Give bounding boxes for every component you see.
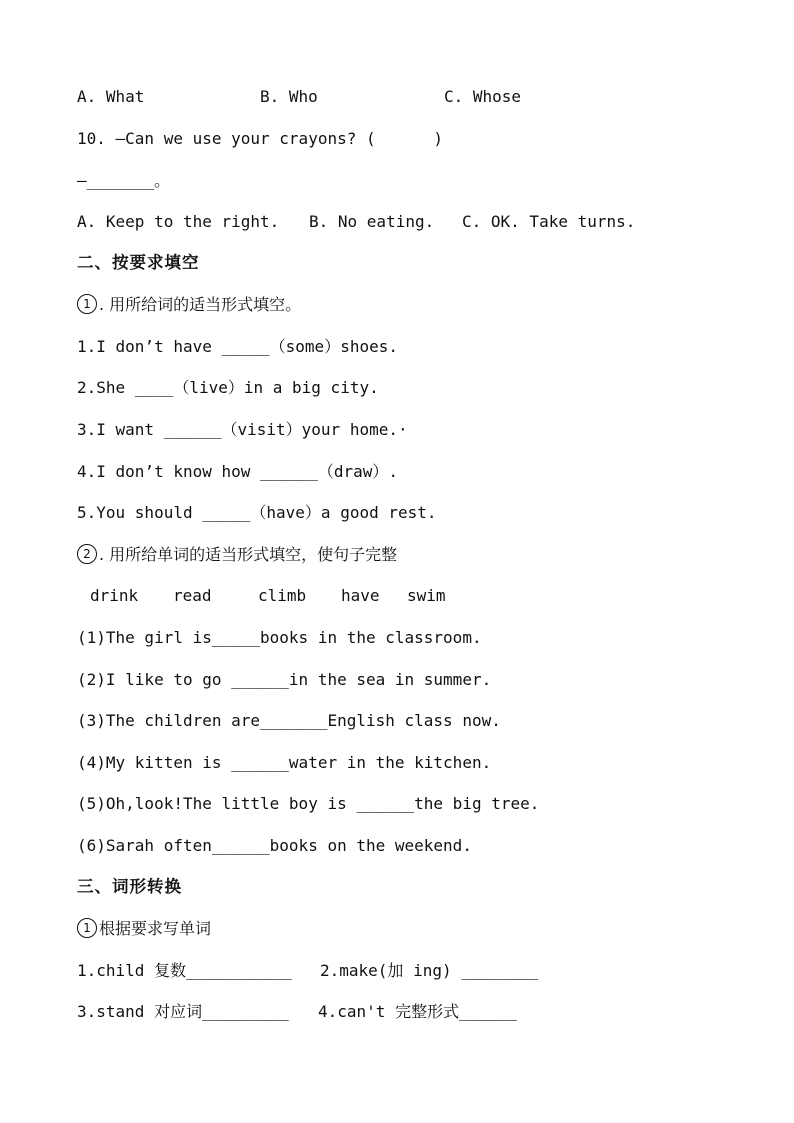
part1-item-1: 1.I don’t have _____（some）shoes. <box>77 337 398 356</box>
word-bank-have: have <box>341 586 380 605</box>
q9-option-c: C. Whose <box>444 87 522 106</box>
section3-instruction-text: 根据要求写单词 <box>99 919 212 938</box>
word-bank-climb: climb <box>258 586 307 605</box>
q10-option-b: B. No eating. <box>309 212 435 231</box>
part2-item-3: (3)The children are_______English class now. <box>77 711 501 730</box>
part2-item-5: (5)Oh,look!The little boy is ______the big tree. <box>77 794 540 813</box>
q9-option-b: B. Who <box>260 87 318 106</box>
word-bank-drink: drink <box>90 586 139 605</box>
part2-instruction-text: . 用所给单词的适当形式填空，使句子完整 <box>99 545 398 564</box>
q9-option-a: A. What <box>77 87 145 106</box>
circled-number-1: 1 <box>77 294 97 314</box>
q10-question: 10. —Can we use your crayons? ( ) <box>77 129 444 148</box>
part1-item-5: 5.You should _____（have）a good rest. <box>77 503 437 522</box>
part2-item-6: (6)Sarah often______books on the weekend. <box>77 836 472 855</box>
q10-option-a: A. Keep to the right. <box>77 212 280 231</box>
q10-option-c: C. OK. Take turns. <box>462 212 636 231</box>
part1-item-3: 3.I want ______（visit）your home.· <box>77 420 408 439</box>
q10-answer-line: —_______。 <box>77 171 171 190</box>
word-bank-swim: swim <box>407 586 446 605</box>
section3-part1-instruction <box>77 918 211 940</box>
part2-item-4: (4)My kitten is ______water in the kitchen. <box>77 753 492 772</box>
section3-title: 三、词形转换 <box>77 877 182 896</box>
section2-title: 二、按要求填空 <box>77 253 200 272</box>
part2-item-1: (1)The girl is_____books in the classroom. <box>77 628 482 647</box>
circled-number-1b: 1 <box>77 918 97 938</box>
circled-number-2: 2 <box>77 544 97 564</box>
part1-item-4: 4.I don’t know how ______（draw）. <box>77 462 398 481</box>
part1-item-2: 2.She ____（live）in a big city. <box>77 378 379 397</box>
part2-item-2: (2)I like to go ______in the sea in summer. <box>77 670 492 689</box>
section3-item-3: 3.stand 对应词_________ <box>77 1002 289 1021</box>
section3-item-1: 1.child 复数___________ <box>77 961 293 980</box>
section2-part1-instruction <box>77 294 301 316</box>
section2-part2-instruction <box>77 544 397 566</box>
section3-item-2: 2.make(加 ing) ________ <box>320 961 539 980</box>
section3-item-4: 4.can't 完整形式______ <box>318 1002 517 1021</box>
part1-instruction-text: . 用所给词的适当形式填空。 <box>99 295 302 314</box>
word-bank-read: read <box>173 586 212 605</box>
